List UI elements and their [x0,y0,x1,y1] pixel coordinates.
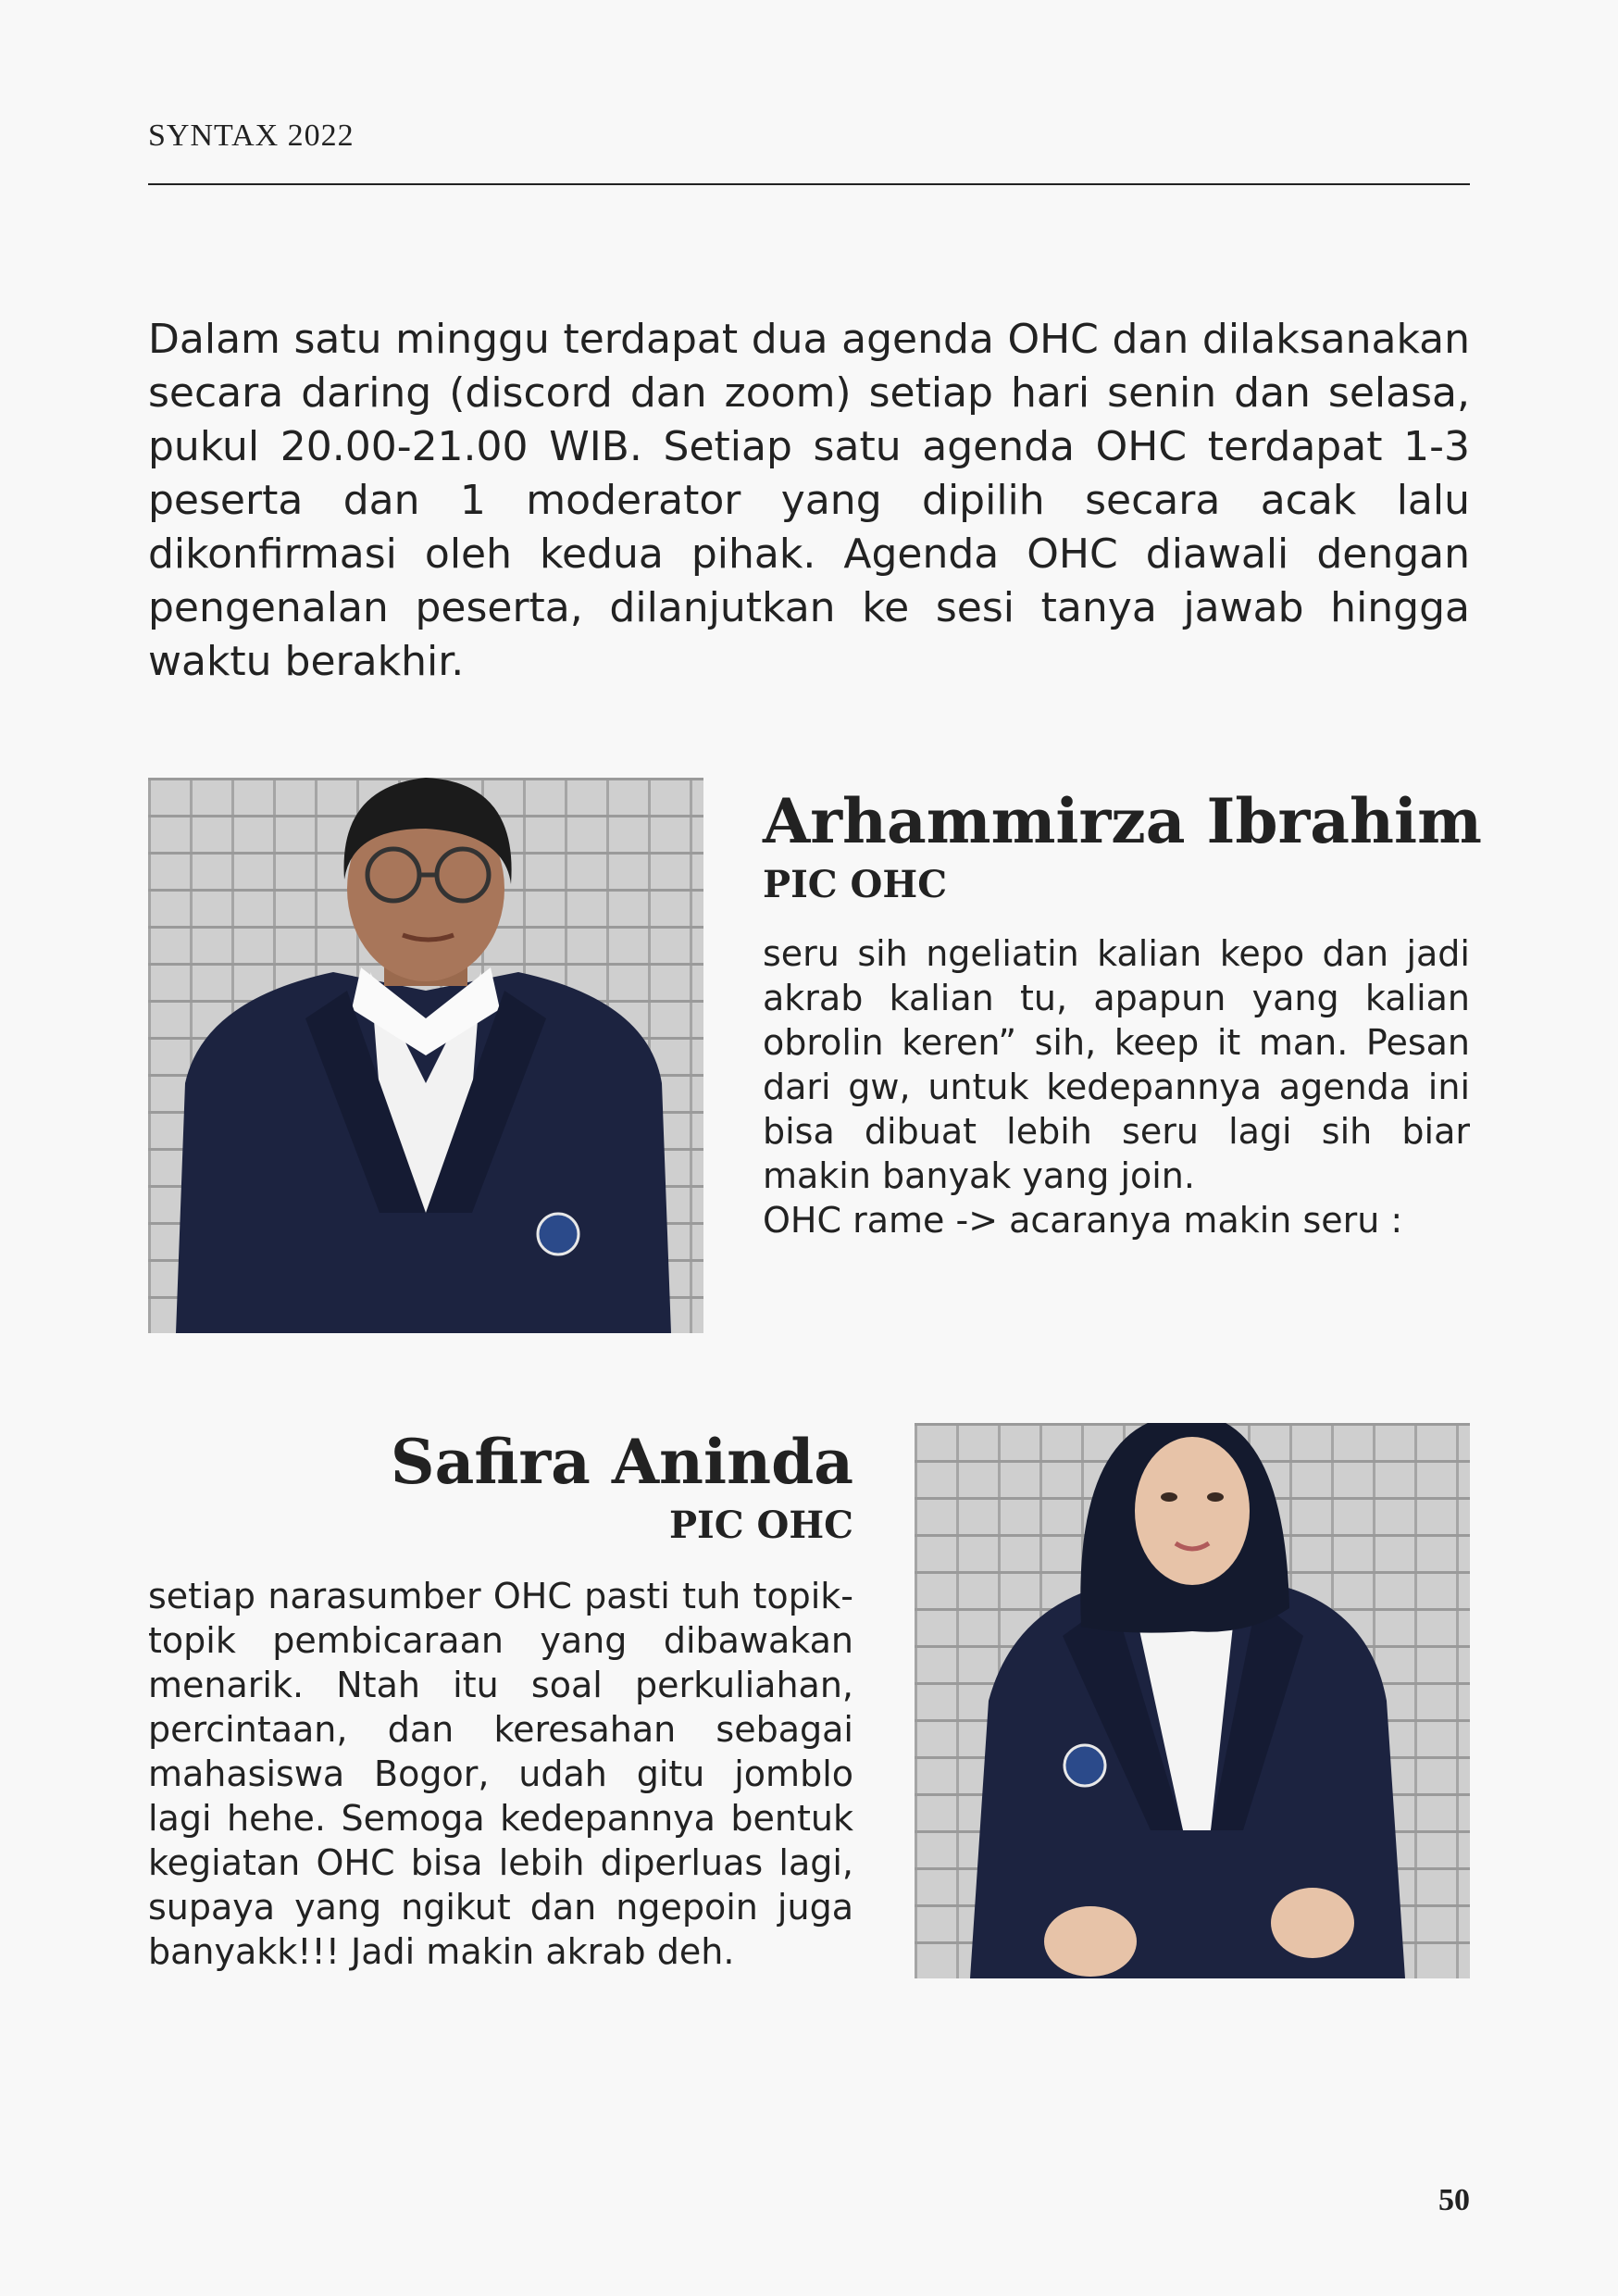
profile-photo-arhammirza [148,778,703,1333]
quote-paragraph: seru sih ngeliatin kalian kepo dan jadi akrab kalian tu, apapun yang kalian obrolin keren” sih, keep it man. Pesan dari gw, untuk kedepannya agenda ini bisa dibuat lebih seru lagi sih biar makin banyak yang join. [763,933,1470,1196]
intro-paragraph: Dalam satu minggu terdapat dua agenda OHC dan dilaksanakan secara daring (discord dan zoom) setiap hari senin dan selasa, pukul 20.00-21.00 WIB. Setiap satu agenda OHC terdapat 1-3 peserta dan 1 moderator yang dipilih secara acak lalu dikonfirmasi oleh kedua pihak. Agenda OHC diawali dengan pengenalan peserta, dilanjutkan ke sesi tanya jawab hingga waktu berakhir. [148,316,1470,685]
profile-role: PIC OHC [668,1504,853,1547]
header-divider [148,183,1470,185]
quote-paragraph: OHC rame -> acaranya makin seru : [763,1200,1403,1241]
profile-quote [763,931,1470,1242]
person-portrait-female [915,1423,1470,1978]
profile-photo-safira [915,1423,1470,1978]
profile-name: Safira Aninda [390,1426,853,1498]
profile-role: PIC OHC [763,863,948,906]
page-number: 50 [1438,2183,1470,2217]
person-portrait-male [148,778,703,1333]
quote-paragraph: setiap narasumber OHC pasti tuh topik-topik pembicaraan yang dibawakan menarik. Ntah itu soal perkuliahan, percintaan, dan keresahan sebagai mahasiswa Bogor, udah gitu jomblo lagi hehe. Semoga kedepannya bentuk kegiatan OHC bisa lebih diperluas lagi, supaya yang ngikut dan ngepoin juga banyakk!!! Jadi makin akrab deh. [148,1576,853,1972]
profile-name: Arhammirza Ibrahim [763,785,1482,857]
header-title: SYNTAX 2022 [148,119,355,153]
profile-quote [148,1574,853,1974]
